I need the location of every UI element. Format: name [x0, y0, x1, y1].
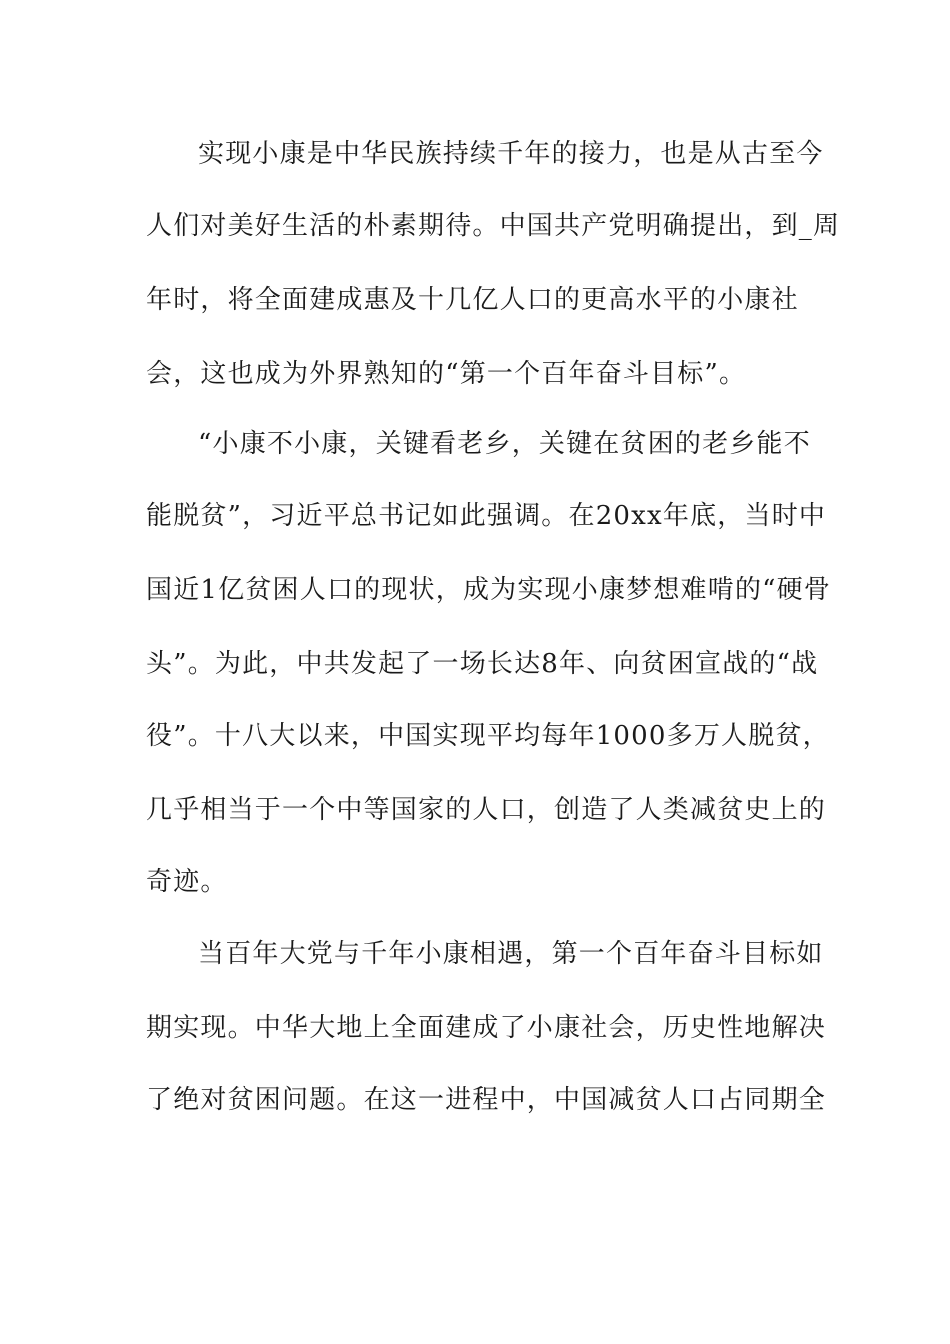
- paragraph-3-line-2: 期实现。中华大地上全面建成了小康社会，历史性地解决: [146, 1013, 827, 1043]
- paragraph-2-line-1: “小康不小康，关键看老乡，关键在贫困的老乡能不: [198, 429, 811, 459]
- paragraph-2-line-3: 国近1亿贫困人口的现状，成为实现小康梦想难啃的“硬骨: [146, 575, 832, 605]
- paragraph-2-line-2: 能脱贫”，习近平总书记如此强调。在20xx年底，当时中: [146, 501, 827, 531]
- paragraph-1-line-2: 人们对美好生活的朴素期待。中国共产党明确提出，到_周: [146, 211, 841, 241]
- paragraph-1-line-3: 年时，将全面建成惠及十几亿人口的更高水平的小康社: [146, 285, 799, 315]
- paragraph-2-line-5: 役”。十八大以来，中国实现平均每年1000多万人脱贫，: [146, 721, 830, 751]
- paragraph-1-line-1: 实现小康是中华民族持续千年的接力，也是从古至今: [198, 139, 824, 169]
- paragraph-3-line-3: 了绝对贫困问题。在这一进程中，中国减贫人口占同期全: [146, 1085, 827, 1115]
- paragraph-2-line-7: 奇迹。: [146, 867, 228, 897]
- paragraph-2-line-6: 几乎相当于一个中等国家的人口，创造了人类减贫史上的: [146, 795, 827, 825]
- paragraph-2-line-4: 头”。为此，中共发起了一场长达8年、向贫困宣战的“战: [146, 649, 819, 679]
- paragraph-1-line-4: 会，这也成为外界熟知的“第一个百年奋斗目标”。: [146, 359, 747, 389]
- paragraph-3-line-1: 当百年大党与千年小康相遇，第一个百年奋斗目标如: [198, 939, 824, 969]
